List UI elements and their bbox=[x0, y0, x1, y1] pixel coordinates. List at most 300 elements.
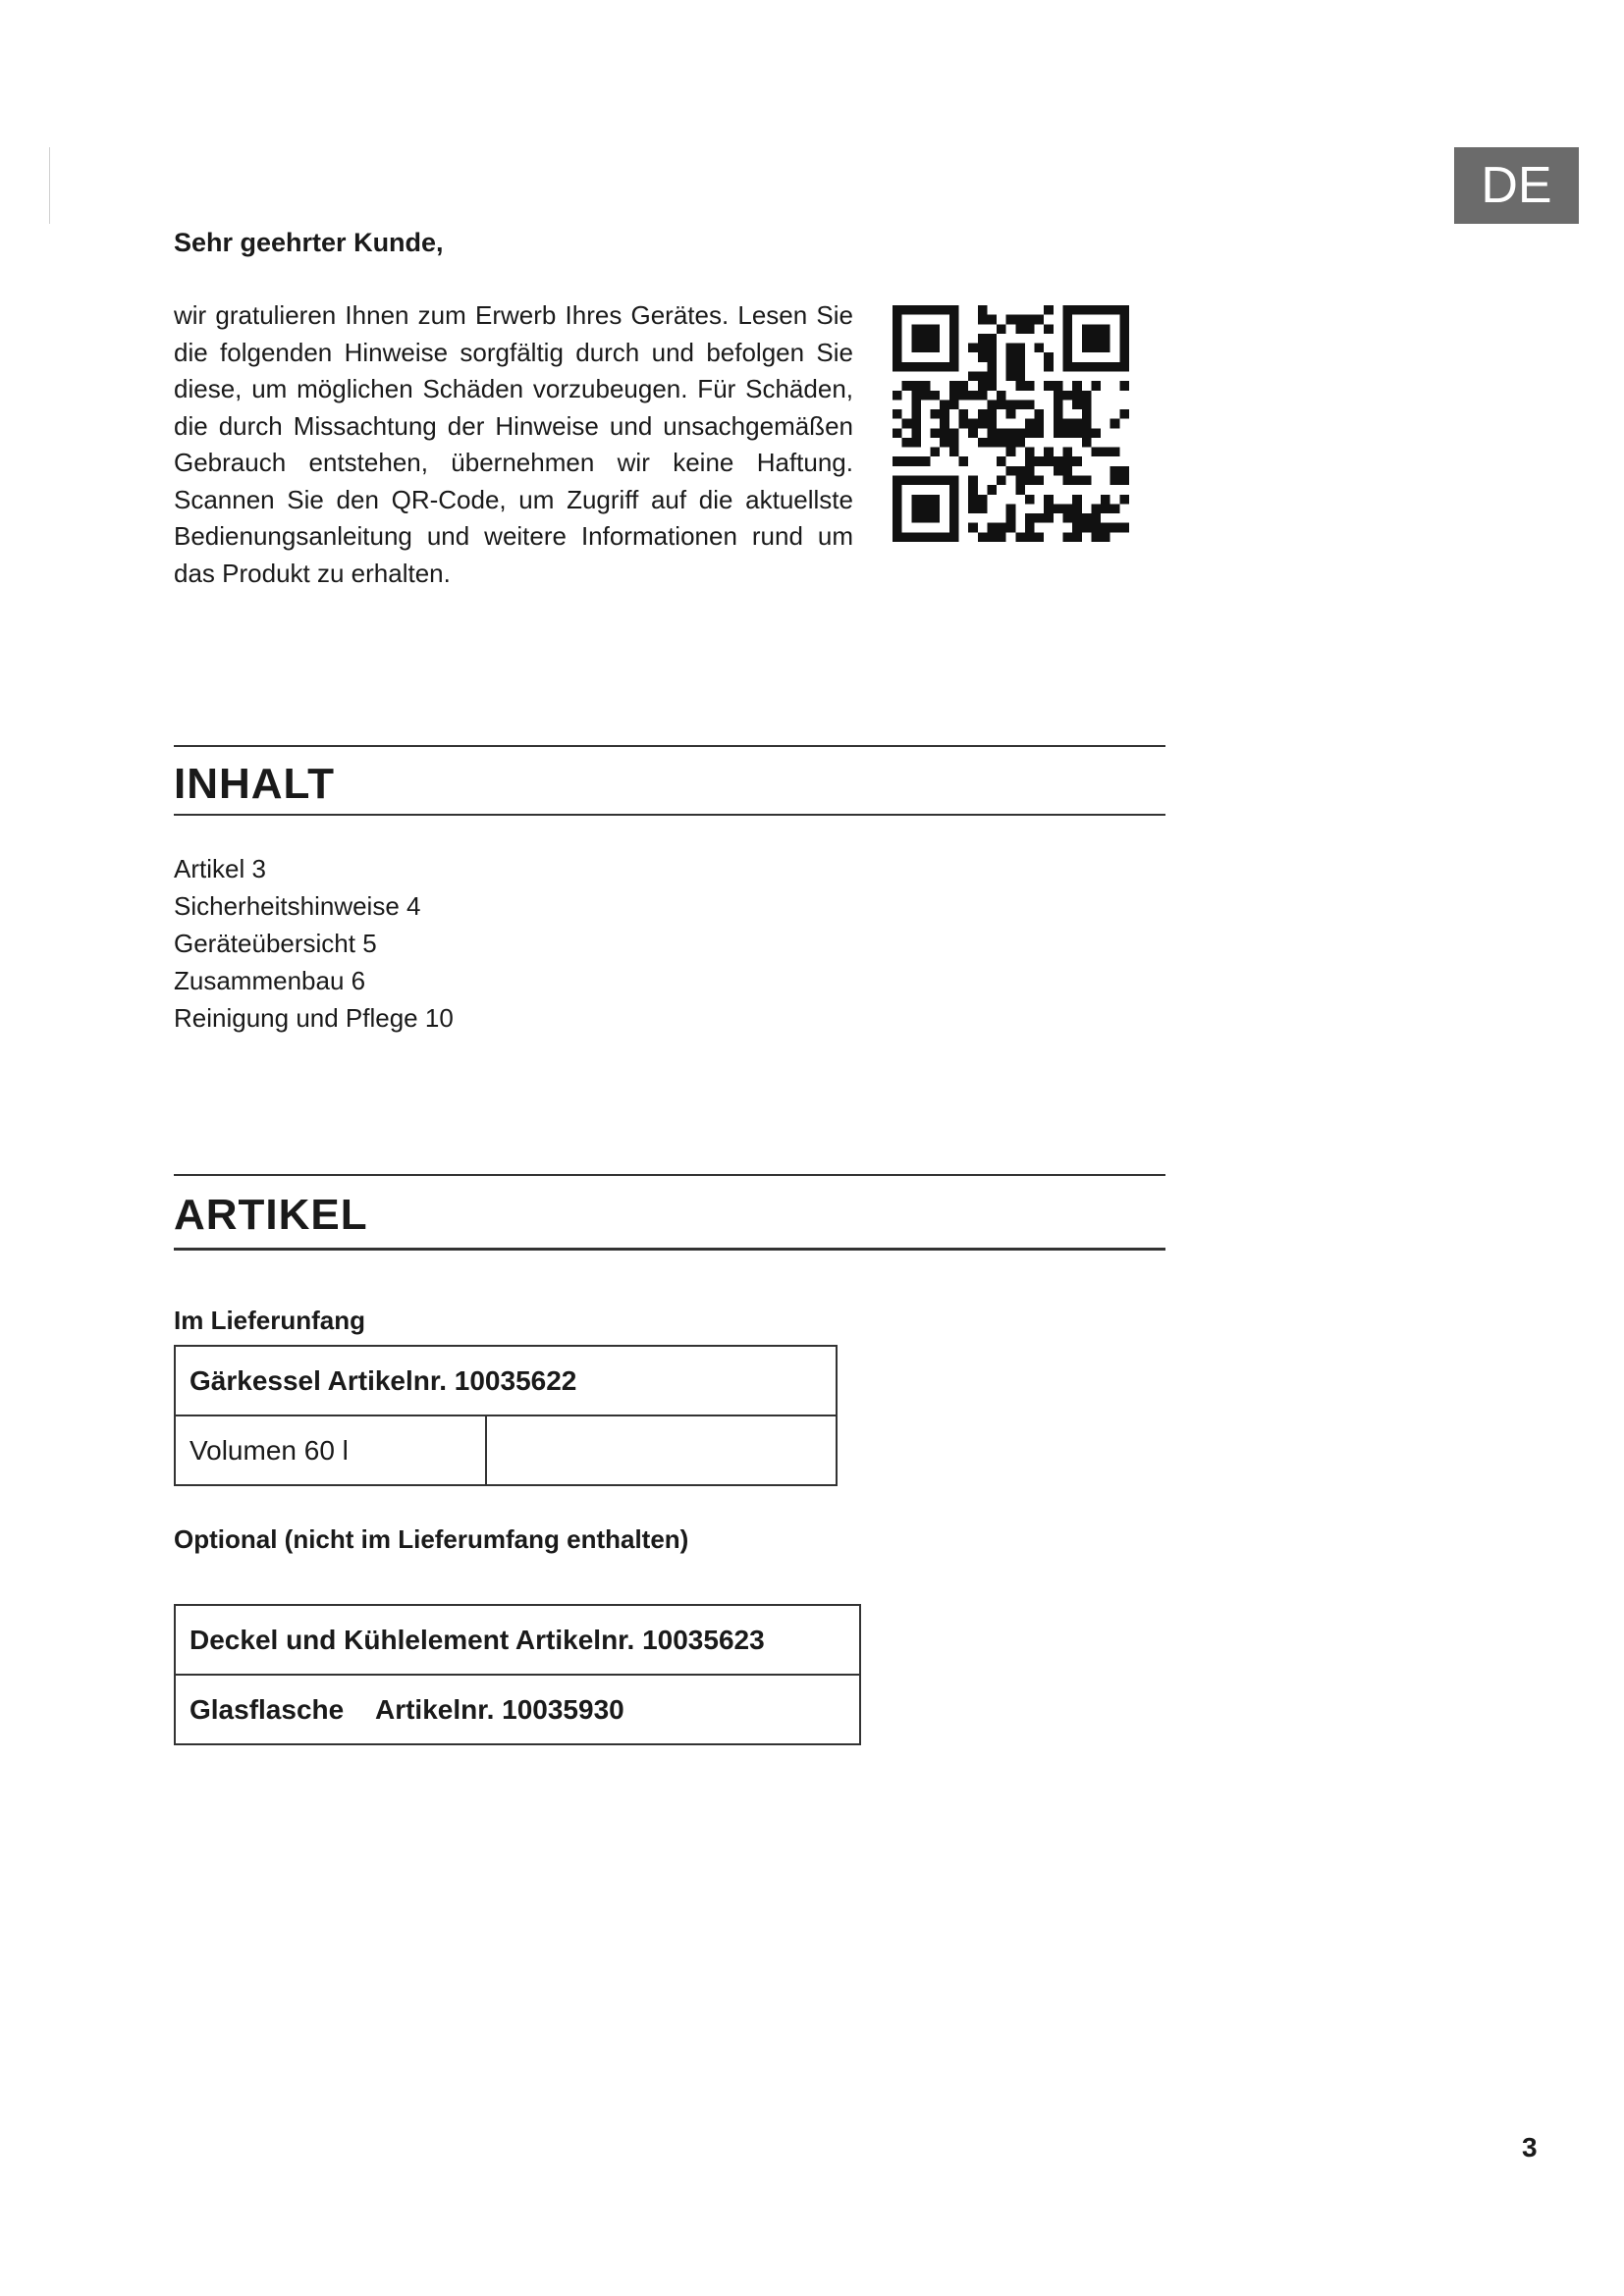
toc-item: Artikel 3 bbox=[174, 854, 266, 883]
qr-module bbox=[987, 409, 997, 419]
qr-module bbox=[893, 456, 902, 466]
qr-module bbox=[1119, 381, 1129, 391]
qr-module bbox=[911, 344, 921, 353]
qr-module bbox=[911, 532, 921, 542]
qr-module bbox=[902, 456, 912, 466]
qr-module bbox=[1119, 362, 1129, 372]
table-of-contents bbox=[174, 850, 454, 1037]
qr-module bbox=[968, 485, 978, 495]
qr-module bbox=[958, 409, 968, 419]
qr-module bbox=[931, 391, 941, 400]
volume-cell: Volumen 60 l bbox=[175, 1415, 486, 1485]
qr-module bbox=[921, 334, 931, 344]
qr-module bbox=[1035, 476, 1045, 486]
qr-module bbox=[921, 495, 931, 505]
qr-module bbox=[978, 334, 988, 344]
contents-top-rule bbox=[174, 745, 1165, 747]
qr-module bbox=[1035, 532, 1045, 542]
qr-module bbox=[1025, 448, 1035, 457]
optional-table bbox=[174, 1604, 861, 1745]
qr-module bbox=[1101, 495, 1110, 505]
qr-module bbox=[949, 523, 959, 533]
table-row bbox=[175, 1346, 837, 1415]
qr-module bbox=[1063, 305, 1073, 315]
qr-module bbox=[1119, 305, 1129, 315]
qr-module bbox=[949, 428, 959, 438]
qr-module bbox=[1044, 504, 1054, 513]
qr-module bbox=[1035, 419, 1045, 429]
qr-module bbox=[911, 513, 921, 523]
qr-module bbox=[1054, 428, 1063, 438]
article-bottom-rule bbox=[174, 1248, 1165, 1251]
table-row bbox=[175, 1415, 837, 1485]
optional-heading: Optional (nicht im Lieferumfang enthalten) bbox=[174, 1524, 689, 1554]
qr-module bbox=[921, 504, 931, 513]
qr-module bbox=[911, 428, 921, 438]
qr-module bbox=[1015, 466, 1025, 476]
table-row bbox=[175, 1605, 860, 1675]
qr-module bbox=[1063, 466, 1073, 476]
qr-module bbox=[968, 476, 978, 486]
qr-module bbox=[893, 362, 902, 372]
toc-item: Zusammenbau 6 bbox=[174, 966, 366, 995]
qr-module bbox=[949, 305, 959, 315]
qr-module bbox=[940, 438, 949, 448]
qr-module bbox=[1119, 334, 1129, 344]
qr-module bbox=[1091, 428, 1101, 438]
qr-module bbox=[893, 334, 902, 344]
qr-module bbox=[911, 438, 921, 448]
qr-module bbox=[1082, 523, 1092, 533]
qr-module bbox=[1006, 523, 1016, 533]
qr-module bbox=[911, 504, 921, 513]
qr-module bbox=[1082, 438, 1092, 448]
qr-module bbox=[978, 419, 988, 429]
qr-module bbox=[1119, 495, 1129, 505]
qr-module bbox=[1110, 305, 1120, 315]
qr-module bbox=[949, 352, 959, 362]
qr-module bbox=[902, 532, 912, 542]
article-top-rule bbox=[174, 1174, 1165, 1176]
toc-item: Sicherheitshinweise 4 bbox=[174, 891, 421, 921]
qr-module bbox=[987, 485, 997, 495]
qr-module bbox=[968, 419, 978, 429]
qr-module bbox=[1101, 523, 1110, 533]
qr-module bbox=[1044, 305, 1054, 315]
qr-module bbox=[1044, 448, 1054, 457]
qr-module bbox=[893, 409, 902, 419]
qr-module bbox=[1091, 344, 1101, 353]
qr-module bbox=[911, 476, 921, 486]
qr-module bbox=[987, 334, 997, 344]
qr-module bbox=[997, 391, 1006, 400]
qr-module bbox=[1015, 428, 1025, 438]
qr-module bbox=[1063, 428, 1073, 438]
qr-module bbox=[940, 419, 949, 429]
qr-module bbox=[940, 428, 949, 438]
qr-module bbox=[893, 495, 902, 505]
qr-module bbox=[1054, 409, 1063, 419]
optional-item-number: Artikelnr. 10035930 bbox=[374, 1693, 624, 1725]
qr-module bbox=[1082, 428, 1092, 438]
qr-module bbox=[902, 476, 912, 486]
qr-module bbox=[997, 523, 1006, 533]
margin-mark bbox=[49, 147, 50, 224]
qr-module bbox=[1072, 504, 1082, 513]
qr-module bbox=[1072, 362, 1082, 372]
qr-module bbox=[893, 532, 902, 542]
qr-module bbox=[1082, 409, 1092, 419]
qr-module bbox=[1006, 448, 1016, 457]
qr-module bbox=[931, 495, 941, 505]
qr-module bbox=[911, 495, 921, 505]
qr-module bbox=[1110, 419, 1120, 429]
qr-module bbox=[1091, 362, 1101, 372]
qr-module bbox=[931, 428, 941, 438]
qr-module bbox=[893, 344, 902, 353]
qr-module bbox=[1054, 504, 1063, 513]
qr-module bbox=[1082, 513, 1092, 523]
qr-module bbox=[1072, 305, 1082, 315]
qr-module bbox=[1101, 448, 1110, 457]
qr-module bbox=[1044, 324, 1054, 334]
qr-module bbox=[1063, 456, 1073, 466]
qr-module bbox=[1101, 334, 1110, 344]
qr-module bbox=[949, 532, 959, 542]
qr-module bbox=[1015, 324, 1025, 334]
qr-module bbox=[978, 391, 988, 400]
qr-module bbox=[987, 381, 997, 391]
qr-module bbox=[1006, 504, 1016, 513]
qr-module bbox=[921, 532, 931, 542]
qr-module bbox=[1091, 504, 1101, 513]
qr-module bbox=[1025, 381, 1035, 391]
qr-module bbox=[1054, 466, 1063, 476]
qr-module bbox=[949, 495, 959, 505]
qr-module bbox=[1101, 344, 1110, 353]
empty-cell bbox=[486, 1415, 837, 1485]
qr-module bbox=[1082, 476, 1092, 486]
qr-module bbox=[893, 324, 902, 334]
qr-module bbox=[1025, 476, 1035, 486]
qr-module bbox=[931, 305, 941, 315]
qr-module bbox=[931, 362, 941, 372]
qr-module bbox=[1006, 352, 1016, 362]
qr-module bbox=[1091, 305, 1101, 315]
qr-module bbox=[1072, 456, 1082, 466]
qr-module bbox=[1063, 344, 1073, 353]
qr-module bbox=[1063, 324, 1073, 334]
qr-module bbox=[1025, 495, 1035, 505]
qr-module bbox=[1035, 344, 1045, 353]
qr-module bbox=[1110, 504, 1120, 513]
qr-module bbox=[997, 324, 1006, 334]
qr-module bbox=[1015, 344, 1025, 353]
qr-module bbox=[893, 485, 902, 495]
qr-module bbox=[1101, 532, 1110, 542]
qr-module bbox=[1091, 513, 1101, 523]
qr-module bbox=[958, 456, 968, 466]
qr-module bbox=[940, 409, 949, 419]
language-badge: DE bbox=[1454, 147, 1579, 224]
qr-module bbox=[1006, 315, 1016, 325]
qr-module bbox=[1006, 371, 1016, 381]
qr-module bbox=[911, 419, 921, 429]
qr-module bbox=[987, 362, 997, 372]
qr-module bbox=[893, 513, 902, 523]
qr-module bbox=[1110, 448, 1120, 457]
qr-module bbox=[1015, 438, 1025, 448]
qr-module bbox=[1101, 362, 1110, 372]
qr-module bbox=[997, 438, 1006, 448]
qr-module bbox=[978, 344, 988, 353]
greeting: Sehr geehrter Kunde, bbox=[174, 228, 444, 257]
qr-module bbox=[1015, 371, 1025, 381]
qr-module bbox=[1082, 400, 1092, 409]
qr-module bbox=[978, 305, 988, 315]
qr-module bbox=[1082, 391, 1092, 400]
qr-module bbox=[1072, 476, 1082, 486]
qr-module bbox=[1035, 315, 1045, 325]
qr-module bbox=[1091, 523, 1101, 533]
qr-module bbox=[893, 523, 902, 533]
qr-module bbox=[1072, 532, 1082, 542]
qr-module bbox=[987, 315, 997, 325]
qr-module bbox=[1015, 400, 1025, 409]
included-heading: Im Lieferunfang bbox=[174, 1306, 366, 1335]
qr-module bbox=[1044, 513, 1054, 523]
qr-module bbox=[1063, 448, 1073, 457]
qr-module bbox=[1063, 352, 1073, 362]
qr-module bbox=[1072, 523, 1082, 533]
qr-module bbox=[978, 409, 988, 419]
qr-module bbox=[1025, 428, 1035, 438]
contents-title: INHALT bbox=[174, 760, 336, 808]
qr-module bbox=[1063, 362, 1073, 372]
qr-module bbox=[911, 362, 921, 372]
qr-module bbox=[987, 532, 997, 542]
qr-module bbox=[1015, 381, 1025, 391]
qr-module bbox=[987, 523, 997, 533]
qr-module bbox=[902, 419, 912, 429]
qr-module bbox=[968, 391, 978, 400]
qr-module bbox=[931, 344, 941, 353]
qr-module bbox=[931, 504, 941, 513]
qr-module bbox=[931, 532, 941, 542]
qr-module bbox=[931, 409, 941, 419]
qr-module bbox=[1072, 495, 1082, 505]
qr-module bbox=[949, 381, 959, 391]
qr-module bbox=[902, 381, 912, 391]
qr-module bbox=[1082, 344, 1092, 353]
qr-module bbox=[997, 456, 1006, 466]
qr-module bbox=[911, 381, 921, 391]
qr-module bbox=[978, 352, 988, 362]
qr-module bbox=[949, 513, 959, 523]
qr-module bbox=[1006, 466, 1016, 476]
qr-module bbox=[893, 391, 902, 400]
qr-module bbox=[893, 428, 902, 438]
toc-item: Reinigung und Pflege 10 bbox=[174, 1003, 454, 1033]
qr-module bbox=[902, 305, 912, 315]
qr-module bbox=[1025, 466, 1035, 476]
qr-module bbox=[940, 400, 949, 409]
qr-module bbox=[987, 428, 997, 438]
qr-module bbox=[949, 344, 959, 353]
qr-module bbox=[1101, 324, 1110, 334]
qr-module bbox=[1025, 315, 1035, 325]
qr-module bbox=[968, 504, 978, 513]
qr-module bbox=[911, 400, 921, 409]
qr-module bbox=[978, 315, 988, 325]
qr-module bbox=[1101, 504, 1110, 513]
qr-module bbox=[1119, 344, 1129, 353]
qr-module bbox=[921, 456, 931, 466]
qr-module bbox=[1063, 476, 1073, 486]
qr-module bbox=[893, 476, 902, 486]
qr-module bbox=[987, 400, 997, 409]
qr-module bbox=[1025, 523, 1035, 533]
qr-module bbox=[949, 504, 959, 513]
qr-module bbox=[1072, 400, 1082, 409]
qr-module bbox=[1091, 324, 1101, 334]
qr-module bbox=[949, 324, 959, 334]
qr-module bbox=[1006, 400, 1016, 409]
qr-module bbox=[1110, 466, 1120, 476]
qr-module bbox=[1015, 362, 1025, 372]
qr-module bbox=[1072, 381, 1082, 391]
qr-module bbox=[931, 513, 941, 523]
qr-module bbox=[1082, 334, 1092, 344]
qr-module bbox=[997, 400, 1006, 409]
qr-module bbox=[921, 362, 931, 372]
qr-module bbox=[1006, 513, 1016, 523]
page-number: 3 bbox=[1522, 2132, 1538, 2163]
qr-module bbox=[978, 371, 988, 381]
qr-module bbox=[968, 428, 978, 438]
qr-module bbox=[968, 344, 978, 353]
qr-module bbox=[949, 476, 959, 486]
qr-module bbox=[1063, 513, 1073, 523]
qr-module bbox=[1015, 476, 1025, 486]
qr-module bbox=[1054, 381, 1063, 391]
qr-module bbox=[997, 532, 1006, 542]
qr-module bbox=[1110, 362, 1120, 372]
qr-module bbox=[1082, 324, 1092, 334]
qr-module bbox=[1025, 324, 1035, 334]
qr-module bbox=[1072, 391, 1082, 400]
qr-module bbox=[1054, 400, 1063, 409]
qr-module bbox=[1015, 532, 1025, 542]
qr-module bbox=[1110, 476, 1120, 486]
qr-module bbox=[940, 532, 949, 542]
qr-module bbox=[1119, 324, 1129, 334]
qr-code-icon bbox=[893, 305, 1129, 542]
qr-module bbox=[911, 334, 921, 344]
qr-module bbox=[1044, 456, 1054, 466]
qr-module bbox=[940, 305, 949, 315]
qr-module bbox=[1091, 532, 1101, 542]
qr-module bbox=[1119, 315, 1129, 325]
qr-module bbox=[1044, 381, 1054, 391]
included-table bbox=[174, 1345, 838, 1486]
qr-module bbox=[1119, 476, 1129, 486]
qr-module bbox=[902, 362, 912, 372]
qr-module bbox=[987, 419, 997, 429]
optional-item-name: Glasflasche bbox=[189, 1693, 345, 1725]
qr-module bbox=[1015, 485, 1025, 495]
qr-module bbox=[1025, 419, 1035, 429]
qr-module bbox=[987, 438, 997, 448]
qr-module bbox=[931, 476, 941, 486]
qr-module bbox=[997, 428, 1006, 438]
qr-module bbox=[1035, 428, 1045, 438]
qr-module bbox=[1119, 352, 1129, 362]
qr-module bbox=[921, 513, 931, 523]
qr-module bbox=[1063, 391, 1073, 400]
optional-item-cell bbox=[175, 1675, 860, 1744]
qr-module bbox=[1110, 523, 1120, 533]
qr-module bbox=[921, 476, 931, 486]
qr-module bbox=[1006, 409, 1016, 419]
qr-module bbox=[1072, 428, 1082, 438]
qr-module bbox=[1015, 315, 1025, 325]
qr-module bbox=[1072, 419, 1082, 429]
qr-module bbox=[911, 456, 921, 466]
qr-module bbox=[958, 419, 968, 429]
qr-module bbox=[949, 362, 959, 372]
qr-module bbox=[1044, 352, 1054, 362]
qr-module bbox=[893, 504, 902, 513]
qr-module bbox=[978, 504, 988, 513]
qr-module bbox=[949, 334, 959, 344]
qr-module bbox=[1082, 362, 1092, 372]
qr-module bbox=[893, 315, 902, 325]
contents-bottom-rule bbox=[174, 814, 1165, 816]
qr-module bbox=[1119, 409, 1129, 419]
qr-module bbox=[997, 476, 1006, 486]
qr-module bbox=[1044, 362, 1054, 372]
qr-module bbox=[978, 495, 988, 505]
qr-module bbox=[931, 334, 941, 344]
qr-module bbox=[940, 476, 949, 486]
qr-module bbox=[893, 352, 902, 362]
qr-module bbox=[1072, 513, 1082, 523]
qr-module bbox=[1035, 456, 1045, 466]
qr-module bbox=[1119, 523, 1129, 533]
qr-module bbox=[949, 438, 959, 448]
qr-module bbox=[902, 438, 912, 448]
qr-module bbox=[949, 400, 959, 409]
qr-module bbox=[1101, 305, 1110, 315]
qr-module bbox=[1119, 466, 1129, 476]
qr-module bbox=[1006, 362, 1016, 372]
qr-module bbox=[1082, 305, 1092, 315]
qr-module bbox=[1054, 391, 1063, 400]
qr-module bbox=[1035, 513, 1045, 523]
qr-module bbox=[1063, 419, 1073, 429]
qr-module bbox=[1063, 315, 1073, 325]
qr-module bbox=[921, 391, 931, 400]
qr-module bbox=[949, 485, 959, 495]
qr-module bbox=[1025, 456, 1035, 466]
qr-module bbox=[1091, 448, 1101, 457]
qr-module bbox=[1054, 456, 1063, 466]
qr-module bbox=[931, 448, 941, 457]
qr-module bbox=[921, 381, 931, 391]
optional-item-cell: Deckel und Kühlelement Artikelnr. 10035623 bbox=[175, 1605, 860, 1675]
qr-module bbox=[1063, 334, 1073, 344]
